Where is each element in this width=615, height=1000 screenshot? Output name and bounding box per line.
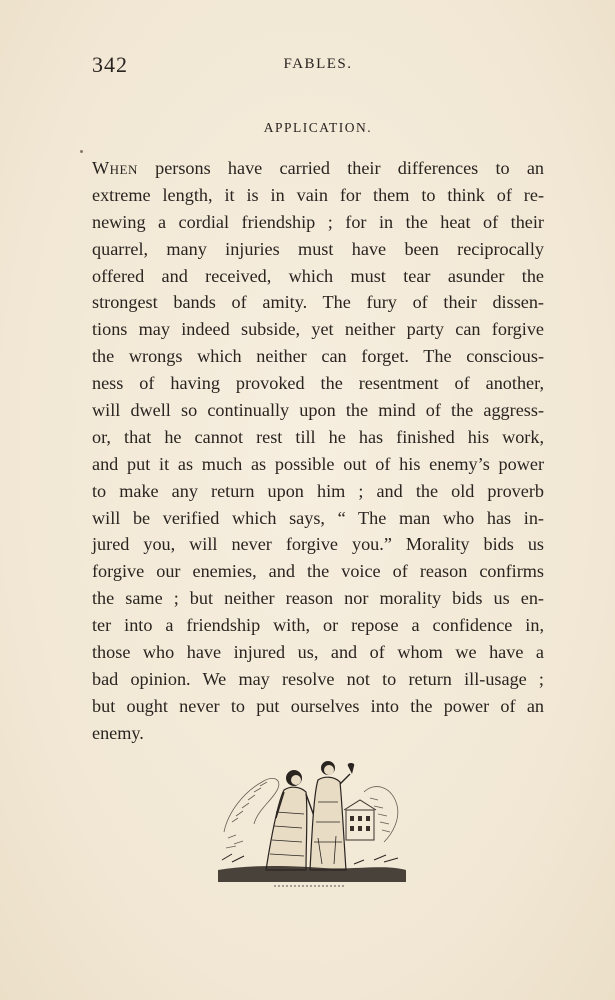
text-line: ness of having provoked the resentment of another,	[92, 373, 544, 394]
drop-word: When	[92, 158, 138, 178]
paper-speck	[80, 150, 83, 153]
text-line: bad opinion. We may resolve not to return ill-usage ;	[92, 668, 544, 689]
text-line: will dwell so continually upon the mind of the aggress-	[92, 400, 544, 421]
body-paragraph	[92, 155, 544, 747]
text-line: jured you, will never forgive you.” Morality bids us	[92, 534, 544, 555]
text-line: When persons have carried their differences to an	[92, 158, 544, 178]
text-line: the wrongs which neither can forget. The conscious-	[92, 346, 544, 367]
woodcut-vignette	[214, 752, 410, 894]
text-line: but ought never to put ourselves into the power of an	[92, 695, 544, 716]
text-line: extreme length, it is in vain for them to think of re-	[92, 184, 544, 205]
text-line: offered and received, which must tear asunder the	[92, 265, 544, 286]
running-head: FABLES.	[283, 56, 353, 72]
left-figure	[266, 770, 314, 870]
text-line: newing a cordial friendship ; for in the heat of their	[92, 211, 544, 232]
distant-house	[344, 800, 376, 840]
text-line: will be verified which says, “ The man who has in-	[92, 507, 544, 528]
section-heading: APPLICATION.	[263, 120, 373, 135]
page-header	[92, 52, 544, 82]
text-line: the same ; but neither reason nor morality bids us en-	[92, 588, 544, 609]
tree-foliage	[224, 778, 398, 848]
text-line: enemy.	[92, 722, 144, 743]
text-line: or, that he cannot rest till he has finished his work,	[92, 426, 544, 447]
text-line: to make any return upon him ; and the old proverb	[92, 480, 544, 501]
text-line: forgive our enemies, and the voice of reason confirms	[92, 561, 544, 582]
text-line: those who have injured us, and of whom we have a	[92, 642, 544, 663]
page-number: 342	[92, 52, 128, 77]
text-line: ter into a friendship with, or repose a confidence in,	[92, 615, 544, 636]
text-line: strongest bands of amity. The fury of their dissen-	[92, 292, 544, 313]
text-line: quarrel, many injuries must have been reciprocally	[92, 238, 544, 259]
right-figure	[310, 761, 354, 870]
text-line: tions may indeed subside, yet neither party can forgive	[92, 319, 544, 340]
text-line: and put it as much as possible out of his enemy’s power	[92, 453, 544, 474]
